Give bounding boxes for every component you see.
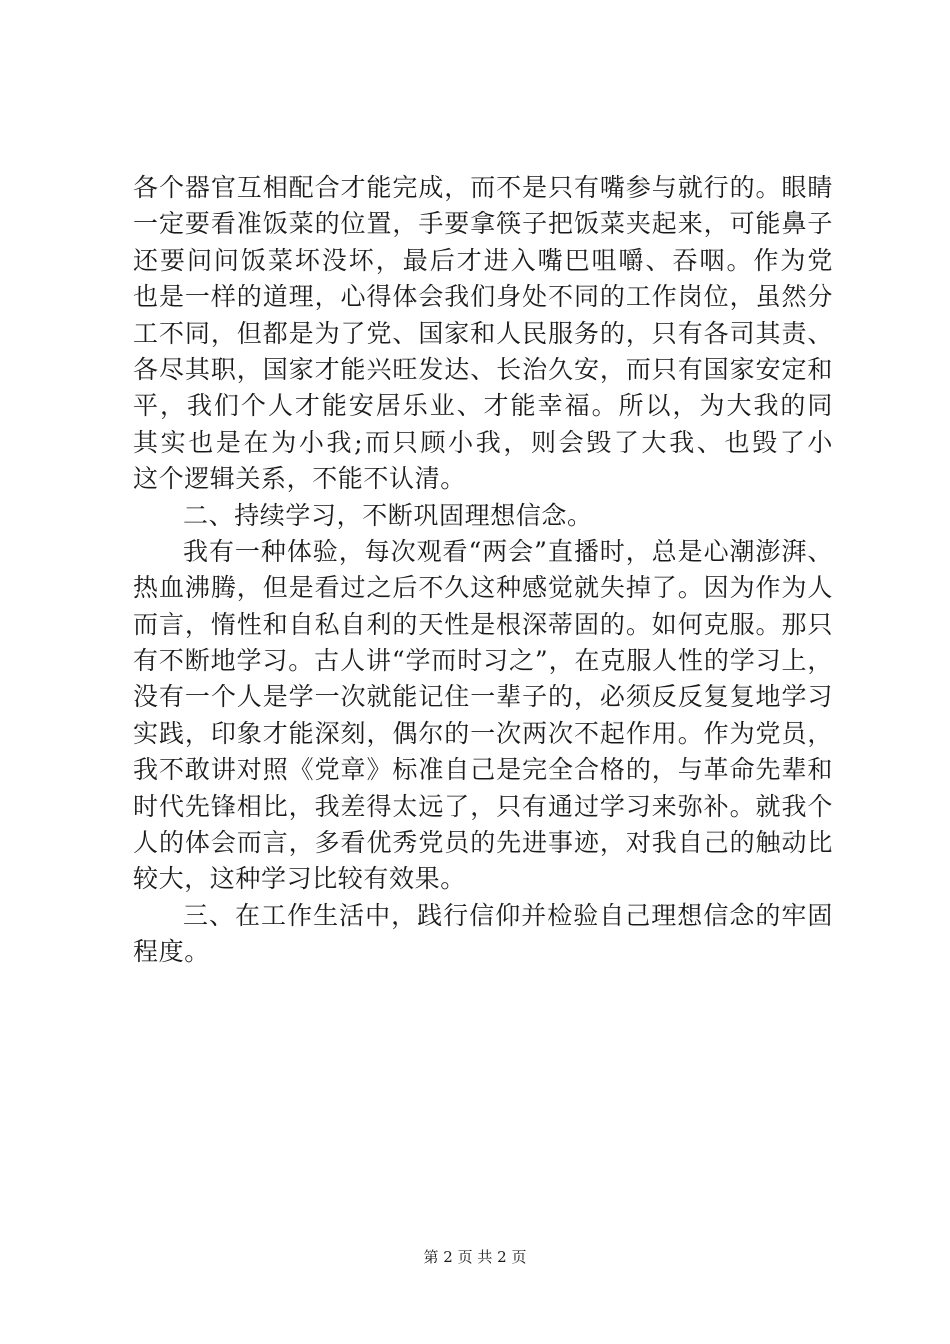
text-line: 时代先锋相比，我差得太远了，只有通过学习来弥补。就我个	[133, 791, 833, 821]
section-heading-3	[133, 898, 833, 971]
section-heading: 程度。	[133, 937, 210, 967]
text-line: 我不敢讲对照《党章》标准自己是完全合格的，与革命先辈和	[133, 755, 833, 785]
paragraph-3	[133, 534, 833, 898]
text-line: 有不断地学习。古人讲“学而时习之”，在克服人性的学习上，	[133, 646, 833, 676]
text-line: 各尽其职，国家才能兴旺发达、长治久安，而只有国家安定和	[133, 354, 833, 384]
section-heading-2	[133, 498, 833, 534]
text-line: 人的体会而言，多看优秀党员的先进事迹，对我自己的触动比	[133, 828, 833, 858]
page-number-footer: 第 2 页 共 2 页	[423, 1248, 527, 1266]
text-line: 还要问问饭菜坏没坏，最后才进入嘴巴咀嚼、吞咽。作为党	[133, 245, 833, 275]
paragraph-1	[133, 170, 833, 498]
text-line: 较大，这种学习比较有效果。	[133, 864, 466, 894]
text-line: 一定要看准饭菜的位置，手要拿筷子把饭菜夹起来，可能鼻子	[133, 209, 833, 239]
text-line: 这个逻辑关系，不能不认清。	[133, 464, 466, 494]
text-line: 各个器官互相配合才能完成，而不是只有嘴参与就行的。眼睛	[133, 173, 833, 202]
text-line: 其实也是在为小我;而只顾小我，则会毁了大我、也毁了小	[133, 427, 833, 457]
text-line: 也是一样的道理，心得体会我们身处不同的工作岗位，虽然分	[133, 282, 833, 312]
section-heading: 二、持续学习，不断巩固理想信念。	[183, 500, 593, 530]
text-line: 而言，惰性和自私自利的天性是根深蒂固的。如何克服。那只	[133, 609, 833, 639]
text-line: 热血沸腾，但是看过之后不久这种感觉就失掉了。因为作为人	[133, 573, 833, 603]
text-line: 平，我们个人才能安居乐业、才能幸福。所以，为大我的同	[133, 391, 833, 421]
text-line: 工不同，但都是为了党、国家和人民服务的，只有各司其责、	[133, 318, 833, 348]
document-body	[133, 170, 833, 971]
section-heading: 三、在工作生活中，践行信仰并检验自己理想信念的牢固	[183, 900, 833, 930]
text-line: 实践，印象才能深刻，偶尔的一次两次不起作用。作为党员，	[133, 718, 833, 748]
text-line: 我有一种体验，每次观看“两会”直播时，总是心潮澎湃、	[183, 536, 833, 566]
text-line: 没有一个人是学一次就能记住一辈子的，必须反反复复地学习	[133, 682, 833, 712]
